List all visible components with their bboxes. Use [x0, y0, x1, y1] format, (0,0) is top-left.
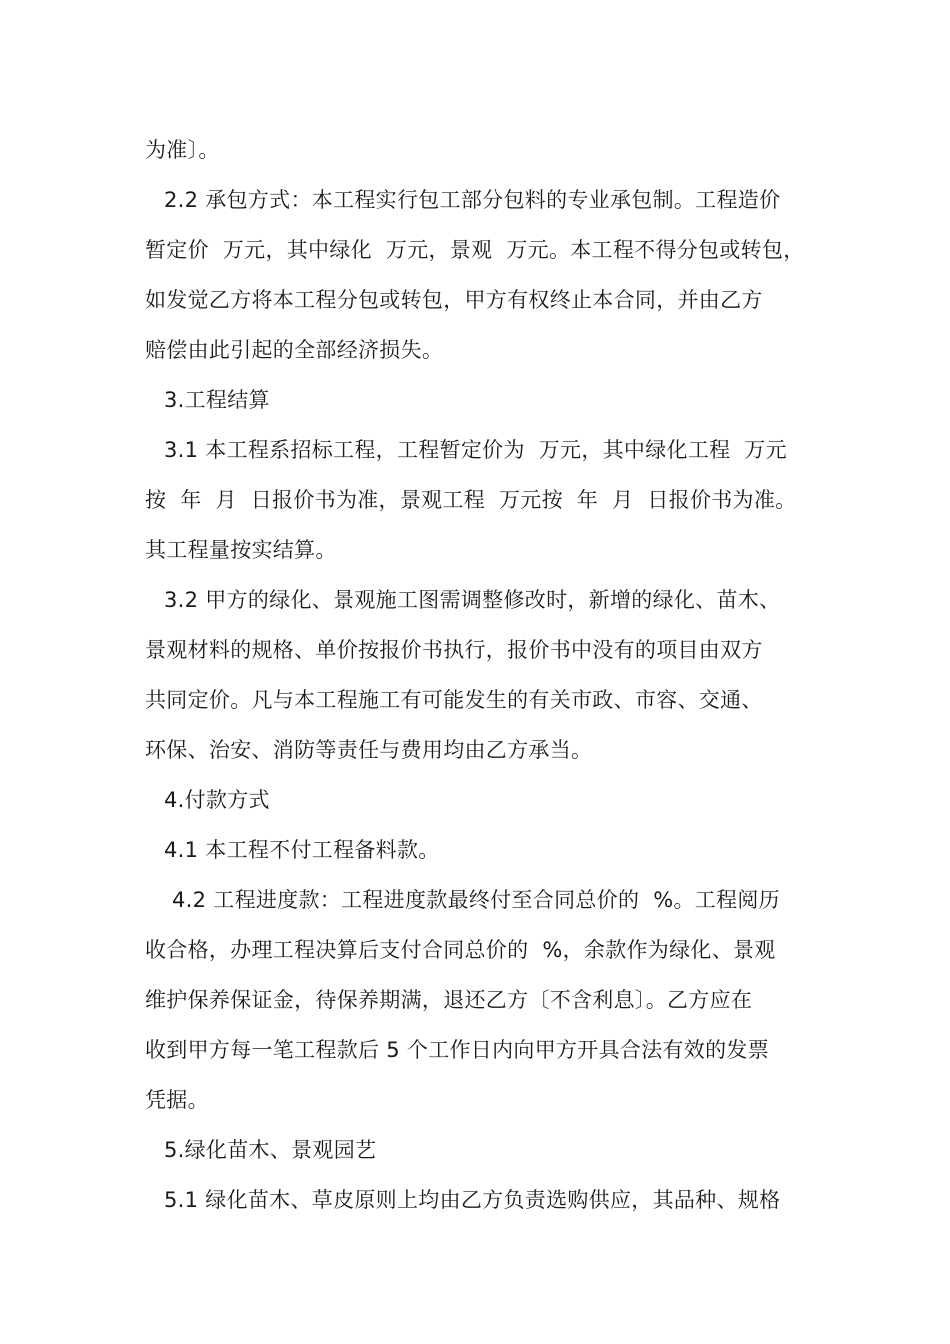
clause-4-1: 4.1 本工程不付工程备料款。: [164, 838, 440, 862]
text-line: 按 年 月 日报价书为准，景观工程 万元按 年 月 日报价书为准。: [145, 488, 797, 512]
clause-2-2: 2.2 承包方式：本工程实行包工部分包料的专业承包制。工程造价: [164, 188, 781, 212]
text-line: 凭据。: [145, 1088, 209, 1112]
text-line: 如发觉乙方将本工程分包或转包，甲方有权终止本合同，并由乙方: [145, 288, 763, 312]
text-line: 为准〕。: [145, 138, 220, 162]
clause-3-1: 3.1 本工程系招标工程，工程暂定价为 万元，其中绿化工程 万元: [164, 438, 787, 462]
clause-3-2: 3.2 甲方的绿化、景观施工图需调整修改时，新增的绿化、苗木、: [164, 588, 781, 612]
text-line: 收到甲方每一笔工程款后 5 个工作日内向甲方开具合法有效的发票: [145, 1038, 770, 1062]
text-line: 其工程量按实结算。: [145, 538, 337, 562]
text-line: 维护保养保证金，待保养期满，退还乙方〔不含利息〕。乙方应在: [145, 988, 753, 1012]
section-heading-4: 4.付款方式: [164, 788, 270, 812]
section-heading-5: 5.绿化苗木、景观园艺: [164, 1138, 377, 1162]
section-heading-3: 3.工程结算: [164, 388, 270, 412]
text-line: 收合格，办理工程决算后支付合同总价的 %，余款作为绿化、景观: [145, 938, 776, 962]
clause-4-2: 4.2 工程进度款：工程进度款最终付至合同总价的 %。工程阅历: [172, 888, 780, 912]
text-line: 环保、治安、消防等责任与费用均由乙方承当。: [145, 738, 593, 762]
text-line: 景观材料的规格、单价按报价书执行，报价书中没有的项目由双方: [145, 638, 763, 662]
text-line: 暂定价 万元，其中绿化 万元，景观 万元。本工程不得分包或转包，: [145, 238, 805, 262]
clause-5-1: 5.1 绿化苗木、草皮原则上均由乙方负责选购供应，其品种、规格: [164, 1188, 781, 1212]
text-line: 共同定价。凡与本工程施工有可能发生的有关市政、市容、交通、: [145, 688, 763, 712]
text-line: 赔偿由此引起的全部经济损失。: [145, 338, 444, 362]
